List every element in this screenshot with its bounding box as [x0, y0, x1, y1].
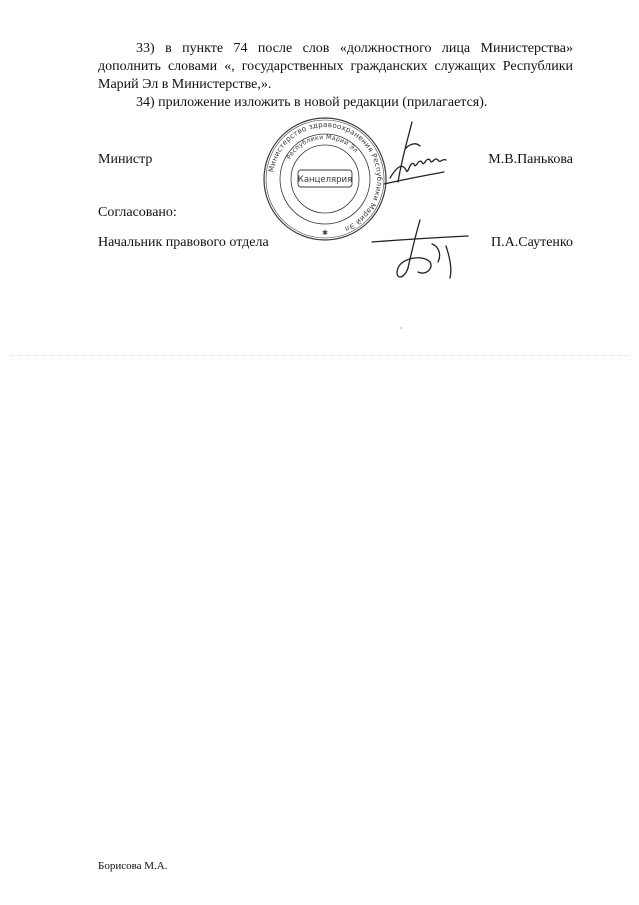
paragraph-33: 33) в пункте 74 после слов «должностного лица Министерства» дополнить словами «, государственных гражданских служащих Республики Марий Эл в Министерстве,».	[98, 41, 573, 92]
scan-artifact-line	[10, 355, 629, 356]
legal-head-signature	[368, 214, 478, 286]
minister-title: Министр	[98, 152, 153, 167]
svg-text:Республики Марий Эл	[286, 134, 360, 161]
stamp-outer-ring-text: Министерство здравоохранения Республики Марий Эл	[266, 119, 385, 234]
minister-signature	[372, 118, 452, 200]
paragraph-34: 34) приложение изложить в новой редакции (прилагается).	[136, 95, 488, 110]
executor-name: Борисова М.А.	[98, 860, 168, 872]
scan-speck	[400, 327, 402, 329]
legal-head-title: Начальник правового отдела	[98, 235, 269, 250]
document-body	[98, 40, 573, 112]
stamp-center-text: Канцелярия	[297, 175, 353, 185]
agreed-label: Согласовано:	[98, 205, 177, 220]
legal-head-name: П.А.Саутенко	[491, 235, 573, 250]
svg-text:✱: ✱	[322, 229, 328, 237]
stamp-inner-ring-text: Республики Марий Эл	[285, 133, 360, 161]
minister-name: М.В.Панькова	[488, 152, 573, 167]
